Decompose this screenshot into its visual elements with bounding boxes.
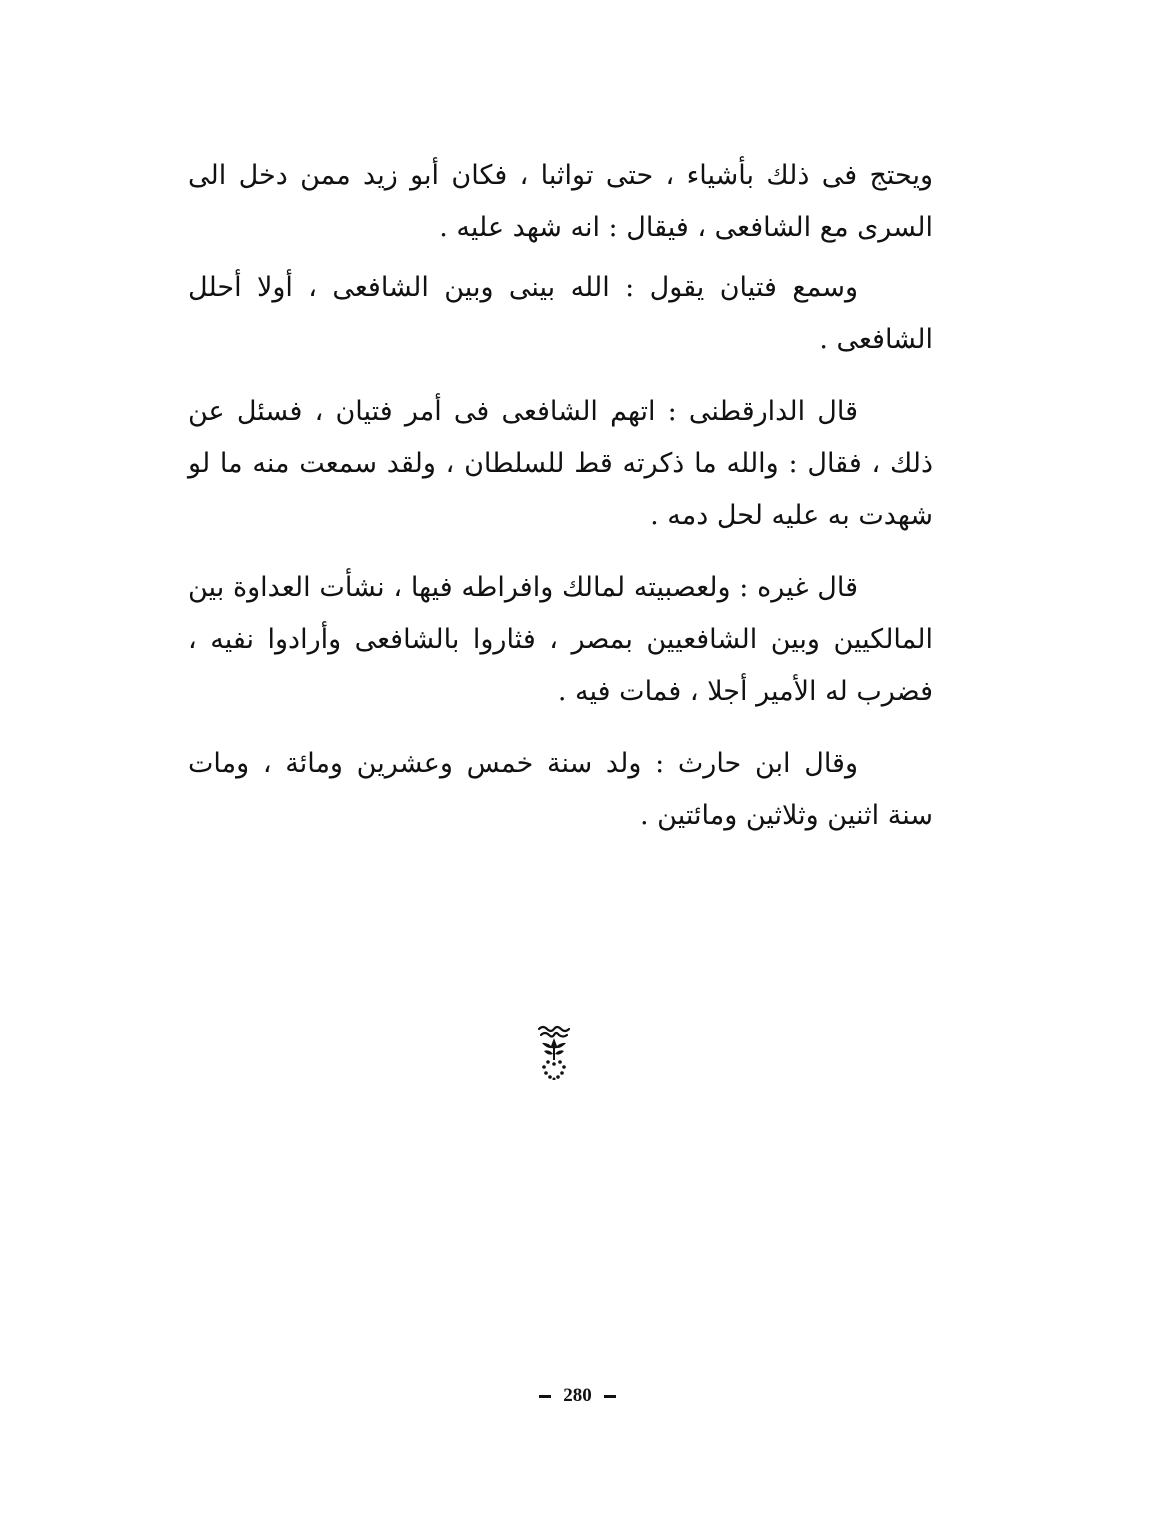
page-number-text: 280 (563, 1385, 592, 1406)
floral-ornament-icon (536, 1024, 572, 1080)
paragraph-2: وسمع فتيان يقول : الله بينى وبين الشافعى ، أولا أحلل الشافعى . (188, 272, 933, 355)
paragraph-5: وقال ابن حارث : ولد سنة خمس وعشرين ومائة ، ومات سنة اثنين وثلاثين ومائتين . (188, 748, 933, 831)
body-text (188, 150, 933, 842)
left-dash (539, 1395, 551, 1398)
right-dash (604, 1395, 616, 1398)
paragraph-1: ويحتج فى ذلك بأشياء ، حتى تواثبا ، فكان أبو زيد ممن دخل الى السرى مع الشافعى ، فيقال : انه شهد عليه . (188, 160, 933, 243)
page-number (0, 1385, 1155, 1407)
paragraph-4: قال غيره : ولعصبيته لمالك وافراطه فيها ، نشأت العداوة بين المالكيين وبين الشافعيين بمصر ، فثاروا بالشافعى وأرادوا نفيه ، فضرب له الأمير أجلا ، فمات فيه . (188, 572, 933, 707)
paragraph-3: قال الدارقطنى : اتهم الشافعى فى أمر فتيان ، فسئل عن ذلك ، فقال : والله ما ذكرته قط للسلطان ، ولقد سمعت منه ما لو شهدت به عليه لحل دمه . (188, 396, 933, 531)
